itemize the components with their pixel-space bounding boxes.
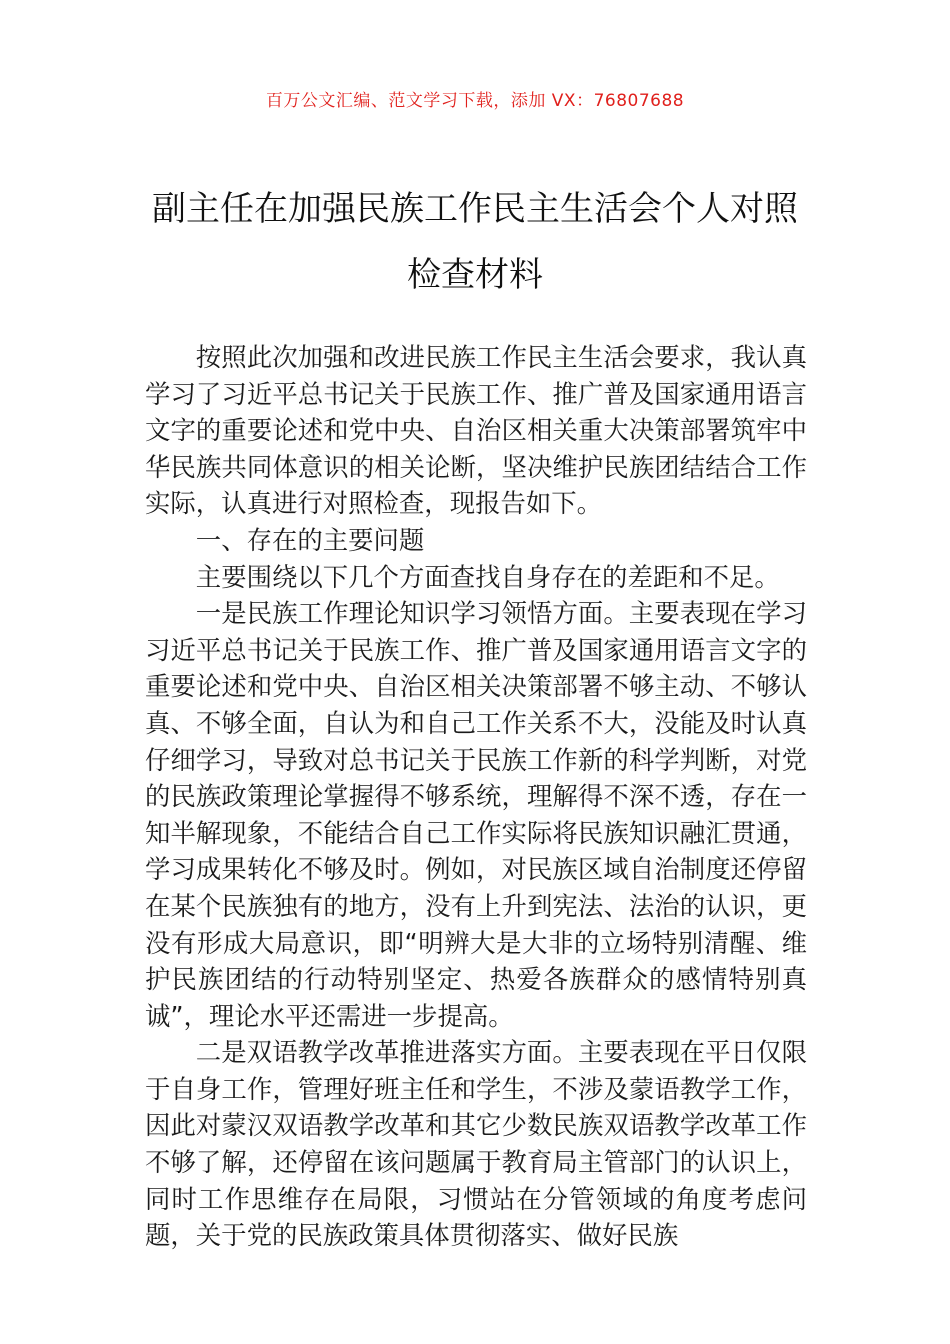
document-body: [145, 339, 807, 1254]
document-title: 副主任在加强民族工作民主生活会个人对照检查材料: [152, 189, 798, 295]
paragraph-intro: 按照此次加强和改进民族工作民主生活会要求，我认真学习了习近平总书记关于民族工作、推广普及国家通用语言文字的重要论述和党中央、自治区相关重大决策部署筑牢中华民族共同体意识的相关论断，坚决维护民族团结结合工作实际，认真进行对照检查，现报告如下。: [145, 342, 807, 519]
paragraph-point-one: 一是民族工作理论知识学习领悟方面。主要表现在学习习近平总书记关于民族工作、推广普及国家通用语言文字的重要论述和党中央、自治区相关决策部署不够主动、不够认真、不够全面，自认为和自己工作关系不大，没能及时认真仔细学习，导致对总书记关于民族工作新的科学判断，对党的民族政策理论掌握得不够系统，理解得不深不透，存在一知半解现象，不能结合自己工作实际将民族知识融汇贯通，学习成果转化不够及时。例如，对民族区域自治制度还停留在某个民族独有的地方，没有上升到宪法、法治的认识，更没有形成大局意识，即“明辨大是大非的立场特别清醒、维护民族团结的行动特别坚定、热爱各族群众的感情特别真诚”，理论水平还需进一步提高。: [145, 598, 807, 1031]
promo-header: 百万公文汇编、范文学习下载，添加 VX：76807688: [265, 91, 685, 111]
section-heading-problems: 一、存在的主要问题: [195, 524, 425, 555]
paragraph-summary: 主要围绕以下几个方面查找自身存在的差距和不足。: [195, 561, 780, 592]
paragraph-point-two: 二是双语教学改革推进落实方面。主要表现在平日仅限于自身工作，管理好班主任和学生，不涉及蒙语教学工作，因此对蒙汉双语教学改革和其它少数民族双语教学改革工作不够了解，还停留在该问题属于教育局主管部门的认识上，同时工作思维存在局限，习惯站在分管领域的角度考虑问题，关于党的民族政策具体贯彻落实、做好民族: [145, 1037, 807, 1251]
